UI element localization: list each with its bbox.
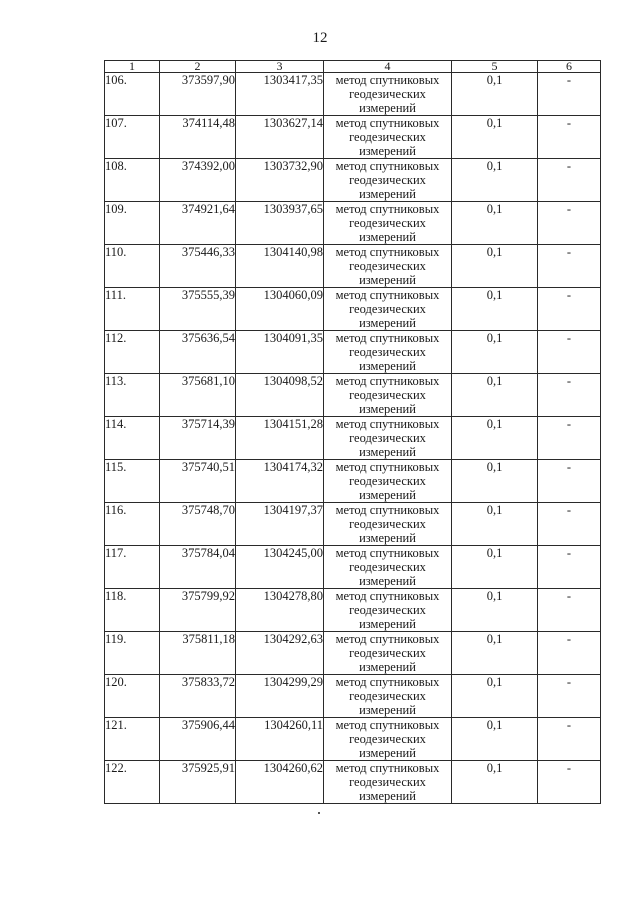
point-number: 110.: [105, 245, 160, 288]
method: метод спутниковых геодезических измерений: [324, 116, 452, 159]
page-number: 12: [312, 30, 328, 46]
coordinate-x: 375784,04: [160, 546, 236, 589]
method: метод спутниковых геодезических измерений: [324, 503, 452, 546]
table-row: [105, 245, 601, 288]
note: -: [538, 718, 601, 761]
coordinate-x: 375740,51: [160, 460, 236, 503]
table-row: [105, 73, 601, 116]
note: -: [538, 632, 601, 675]
precision: 0,1: [452, 116, 538, 159]
table-row: [105, 417, 601, 460]
coordinate-y: 1304299,29: [236, 675, 324, 718]
method: метод спутниковых геодезических измерений: [324, 761, 452, 804]
coordinate-x: 375446,33: [160, 245, 236, 288]
coordinate-x: 375799,92: [160, 589, 236, 632]
note: -: [538, 202, 601, 245]
precision: 0,1: [452, 761, 538, 804]
precision: 0,1: [452, 374, 538, 417]
table-header-row: [105, 61, 601, 73]
note: -: [538, 460, 601, 503]
point-number: 119.: [105, 632, 160, 675]
coordinate-y: 1304060,09: [236, 288, 324, 331]
precision: 0,1: [452, 460, 538, 503]
precision: 0,1: [452, 417, 538, 460]
note: -: [538, 589, 601, 632]
method: метод спутниковых геодезических измерений: [324, 73, 452, 116]
table-row: [105, 202, 601, 245]
table-row: [105, 288, 601, 331]
note: -: [538, 288, 601, 331]
coordinate-y: 1303417,35: [236, 73, 324, 116]
table-row: [105, 675, 601, 718]
point-number: 111.: [105, 288, 160, 331]
note: -: [538, 331, 601, 374]
column-header-6: 6: [538, 61, 601, 73]
method: метод спутниковых геодезических измерений: [324, 417, 452, 460]
note: -: [538, 73, 601, 116]
method: метод спутниковых геодезических измерений: [324, 675, 452, 718]
column-header-5: 5: [452, 61, 538, 73]
coordinate-x: 375555,39: [160, 288, 236, 331]
coordinate-x: 375714,39: [160, 417, 236, 460]
point-number: 112.: [105, 331, 160, 374]
coordinate-y: 1304151,28: [236, 417, 324, 460]
point-number: 113.: [105, 374, 160, 417]
precision: 0,1: [452, 632, 538, 675]
coordinate-y: 1304174,32: [236, 460, 324, 503]
method: метод спутниковых геодезических измерений: [324, 331, 452, 374]
coordinate-y: 1304260,11: [236, 718, 324, 761]
coordinate-x: 375925,91: [160, 761, 236, 804]
column-header-3: 3: [236, 61, 324, 73]
table-row: [105, 632, 601, 675]
table-row: [105, 761, 601, 804]
precision: 0,1: [452, 159, 538, 202]
note: -: [538, 374, 601, 417]
note: -: [538, 503, 601, 546]
scan-speck: [318, 812, 320, 814]
point-number: 115.: [105, 460, 160, 503]
method: метод спутниковых геодезических измерений: [324, 159, 452, 202]
precision: 0,1: [452, 288, 538, 331]
coordinate-x: 374921,64: [160, 202, 236, 245]
table-row: [105, 460, 601, 503]
point-number: 120.: [105, 675, 160, 718]
method: метод спутниковых геодезических измерений: [324, 718, 452, 761]
point-number: 118.: [105, 589, 160, 632]
precision: 0,1: [452, 675, 538, 718]
note: -: [538, 546, 601, 589]
coordinate-y: 1304260,62: [236, 761, 324, 804]
coordinate-y: 1304098,52: [236, 374, 324, 417]
coordinate-x: 374114,48: [160, 116, 236, 159]
coordinate-y: 1304245,00: [236, 546, 324, 589]
table-row: [105, 331, 601, 374]
table-row: [105, 374, 601, 417]
point-number: 114.: [105, 417, 160, 460]
coordinate-x: 375681,10: [160, 374, 236, 417]
method: метод спутниковых геодезических измерений: [324, 202, 452, 245]
coordinate-y: 1303627,14: [236, 116, 324, 159]
table-row: [105, 546, 601, 589]
point-number: 109.: [105, 202, 160, 245]
precision: 0,1: [452, 503, 538, 546]
note: -: [538, 116, 601, 159]
coordinate-y: 1304140,98: [236, 245, 324, 288]
method: метод спутниковых геодезических измерений: [324, 589, 452, 632]
method: метод спутниковых геодезических измерений: [324, 632, 452, 675]
method: метод спутниковых геодезических измерений: [324, 245, 452, 288]
table-row: [105, 116, 601, 159]
note: -: [538, 245, 601, 288]
column-header-1: 1: [105, 61, 160, 73]
table-row: [105, 718, 601, 761]
precision: 0,1: [452, 589, 538, 632]
point-number: 117.: [105, 546, 160, 589]
precision: 0,1: [452, 202, 538, 245]
coordinate-y: 1304197,37: [236, 503, 324, 546]
precision: 0,1: [452, 73, 538, 116]
coordinate-x: 375811,18: [160, 632, 236, 675]
note: -: [538, 417, 601, 460]
note: -: [538, 761, 601, 804]
precision: 0,1: [452, 245, 538, 288]
point-number: 107.: [105, 116, 160, 159]
coordinate-y: 1304091,35: [236, 331, 324, 374]
point-number: 116.: [105, 503, 160, 546]
column-header-4: 4: [324, 61, 452, 73]
column-header-2: 2: [160, 61, 236, 73]
coordinate-y: 1304278,80: [236, 589, 324, 632]
note: -: [538, 159, 601, 202]
precision: 0,1: [452, 546, 538, 589]
precision: 0,1: [452, 331, 538, 374]
note: -: [538, 675, 601, 718]
coordinate-x: 375906,44: [160, 718, 236, 761]
method: метод спутниковых геодезических измерений: [324, 288, 452, 331]
coordinate-x: 375833,72: [160, 675, 236, 718]
coordinate-x: 373597,90: [160, 73, 236, 116]
table-row: [105, 503, 601, 546]
coordinate-y: 1304292,63: [236, 632, 324, 675]
coordinate-x: 375636,54: [160, 331, 236, 374]
method: метод спутниковых геодезических измерений: [324, 374, 452, 417]
point-number: 121.: [105, 718, 160, 761]
point-number: 122.: [105, 761, 160, 804]
point-number: 108.: [105, 159, 160, 202]
coordinate-y: 1303937,65: [236, 202, 324, 245]
method: метод спутниковых геодезических измерений: [324, 460, 452, 503]
coordinate-y: 1303732,90: [236, 159, 324, 202]
coordinate-x: 374392,00: [160, 159, 236, 202]
coordinate-x: 375748,70: [160, 503, 236, 546]
method: метод спутниковых геодезических измерений: [324, 546, 452, 589]
table-row: [105, 159, 601, 202]
point-number: 106.: [105, 73, 160, 116]
table-row: [105, 589, 601, 632]
coordinates-table: [104, 60, 601, 804]
precision: 0,1: [452, 718, 538, 761]
